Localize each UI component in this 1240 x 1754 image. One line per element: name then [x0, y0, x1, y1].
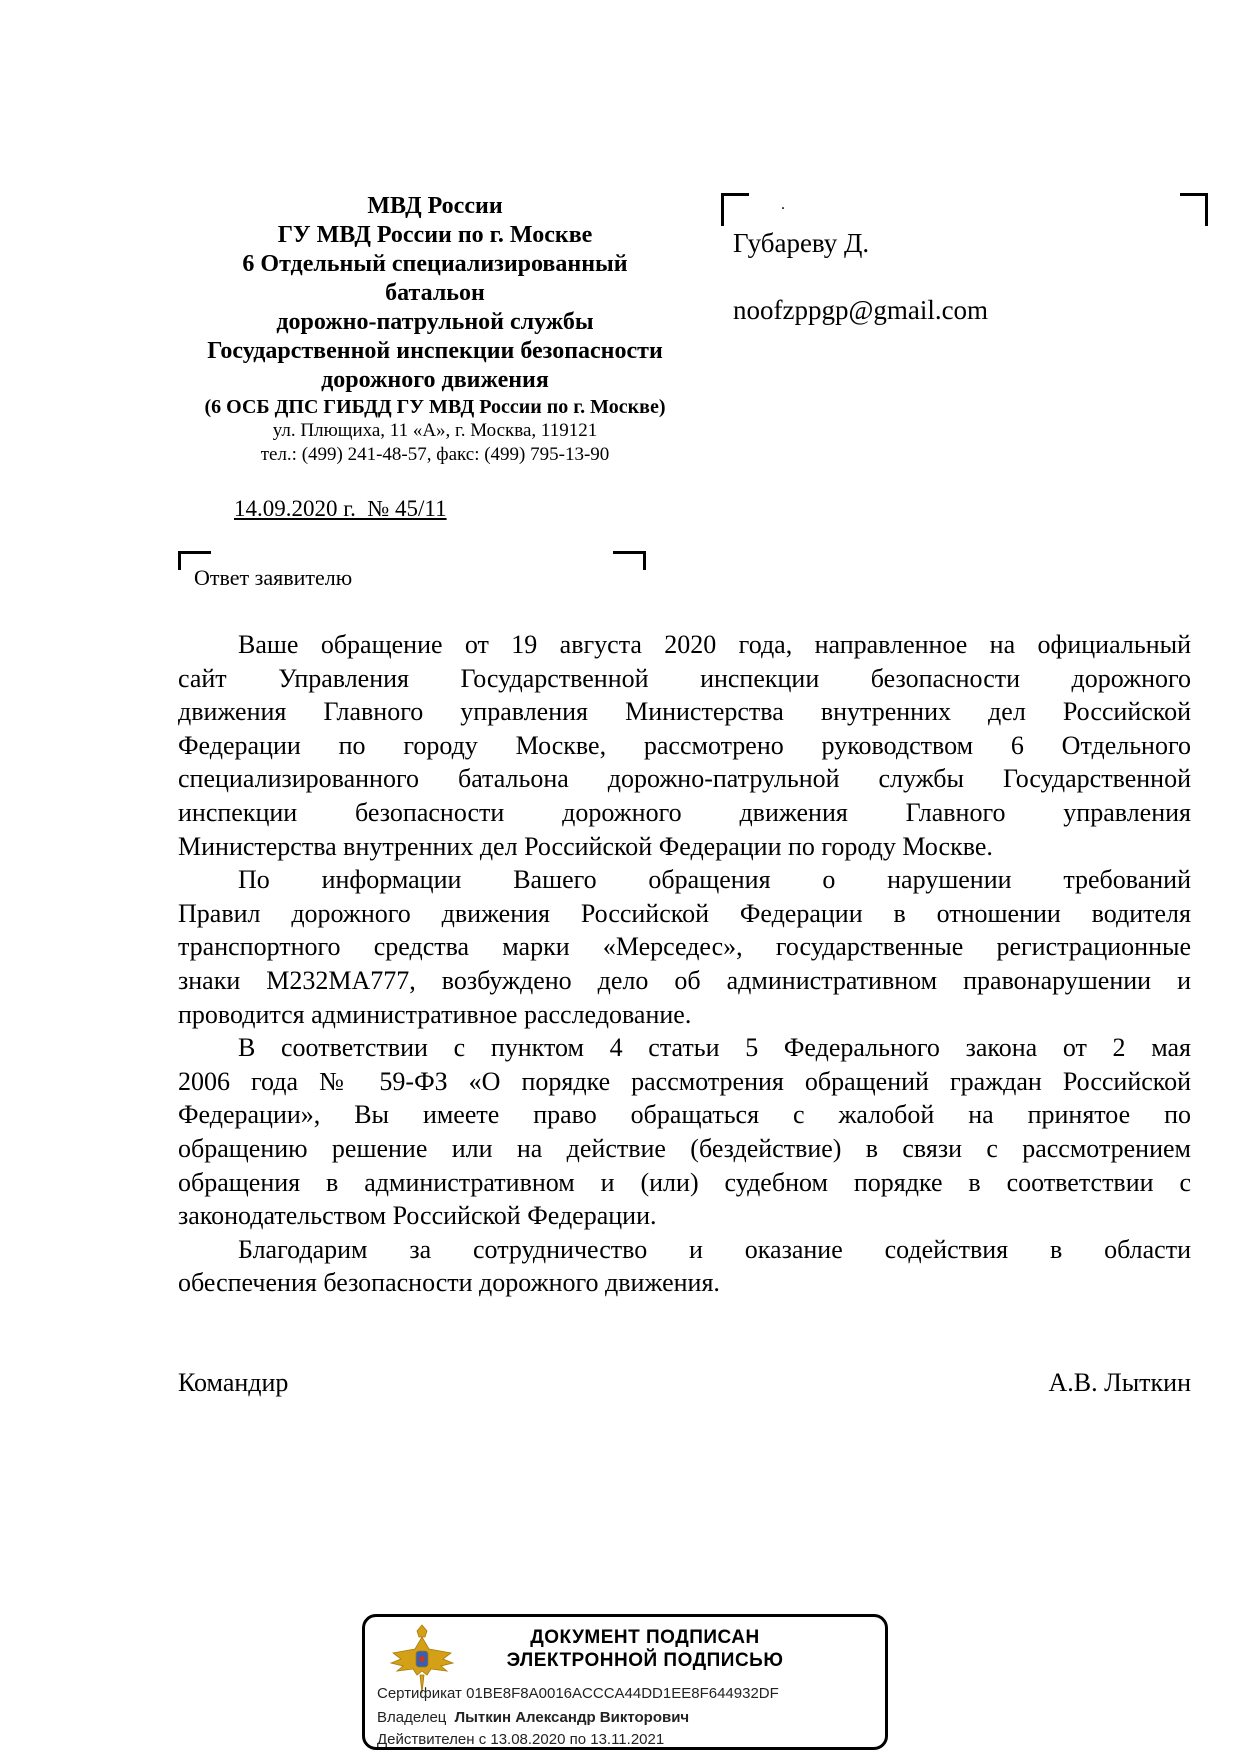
body-line: Ваше обращение от 19 августа 2020 года, направленное на официальный [238, 630, 1191, 659]
owner-value: Лыткин Александр Викторович [454, 1709, 690, 1726]
body-line: обращения в административном и (или) судебном порядке в соответствии с [178, 1167, 1191, 1197]
body-line: движения Главного управления Министерства внутренних дел Российской [178, 697, 1191, 727]
recipient-email: noofzppgp@gmail.com [733, 295, 989, 325]
stamp-owner [377, 1709, 689, 1726]
electronic-signature-stamp [362, 1614, 888, 1750]
body-line: По информации Вашего обращения о нарушении требований [238, 865, 1191, 895]
date-number: 14.09.2020 г. № 45/11 [234, 496, 447, 521]
body-line: Федерации», Вы имеете право обращаться с жалобой на принятое по [178, 1100, 1191, 1130]
recipient-name: Губареву Д. [733, 228, 870, 258]
header-line: дорожного движения [321, 367, 549, 393]
body-line: Благодарим за сотрудничество и оказание содействия в области [238, 1234, 1191, 1264]
body-line: обращению решение или на действие (бездействие) в связи с рассмотрением [178, 1134, 1191, 1163]
body-line: сайт Управления Государственной инспекции безопасности дорожного [178, 663, 1191, 693]
body-line: Федерации по городу Москве, рассмотрено руководством 6 Отдельного [178, 730, 1191, 760]
body-line: законодательством Российской Федерации. [178, 1201, 657, 1231]
header-phones: тел.: (499) 241-48-57, факс: (499) 795-13-90 [260, 444, 610, 465]
body-line: Правил дорожного движения Российской Федерации в отношении водителя [178, 898, 1191, 928]
body-line: инспекции безопасности дорожного движения Главного управления [178, 798, 1191, 827]
header-address: ул. Плющиха, 11 «А», г. Москва, 119121 [272, 420, 598, 441]
recipient-dot: . [781, 196, 785, 213]
header-line: батальон [385, 280, 485, 306]
owner-label: Владелец [377, 1709, 447, 1726]
body-line: знаки М232МА777, возбуждено дело об административном правонарушении и [178, 966, 1191, 995]
stamp-title: ДОКУМЕНТ ПОДПИСАН [530, 1627, 760, 1648]
stamp-certificate [377, 1685, 779, 1702]
body-line: проводится административное расследование. [178, 999, 692, 1029]
signer-name: А.В. Лыткин [1048, 1368, 1191, 1397]
body-line: обеспечения безопасности дорожного движения. [178, 1268, 720, 1298]
corner-mark [613, 551, 646, 570]
header-line: дорожно-патрульной службы [276, 309, 594, 335]
subject-line: Ответ заявителю [194, 565, 353, 590]
body-line: В соответствии с пунктом 4 статьи 5 Федерального закона от 2 мая [238, 1033, 1191, 1063]
signer-position: Командир [178, 1368, 289, 1397]
certificate-value: 01BE8F8A0016ACCCA44DD1EE8F644932DF [466, 1685, 779, 1702]
header-line: ГУ МВД России по г. Москве [277, 222, 593, 248]
body-line: Министерства внутренних дел Российской Федерации по городу Москве. [178, 831, 993, 861]
header-line: 6 Отдельный специализированный [242, 251, 628, 277]
body-line: специализированного батальона дорожно-патрульной службы Государственной [178, 764, 1191, 794]
body-line: транспортного средства марки «Мерседес», государственные регистрационные [178, 932, 1191, 962]
body-line: 2006 года № 59-ФЗ «О порядке рассмотрения обращений граждан Российской [178, 1066, 1191, 1096]
certificate-label: Сертификат [377, 1685, 462, 1702]
corner-mark [1180, 193, 1208, 226]
stamp-title: ЭЛЕКТРОННОЙ ПОДПИСЬЮ [506, 1650, 784, 1671]
header-line: МВД России [367, 193, 503, 219]
stamp-validity: Действителен с 13.08.2020 по 13.11.2021 [377, 1731, 665, 1748]
corner-mark [721, 193, 749, 226]
header-line: Государственной инспекции безопасности [207, 338, 663, 364]
header-abbrev: (6 ОСБ ДПС ГИБДД ГУ МВД России по г. Москве) [204, 396, 666, 418]
